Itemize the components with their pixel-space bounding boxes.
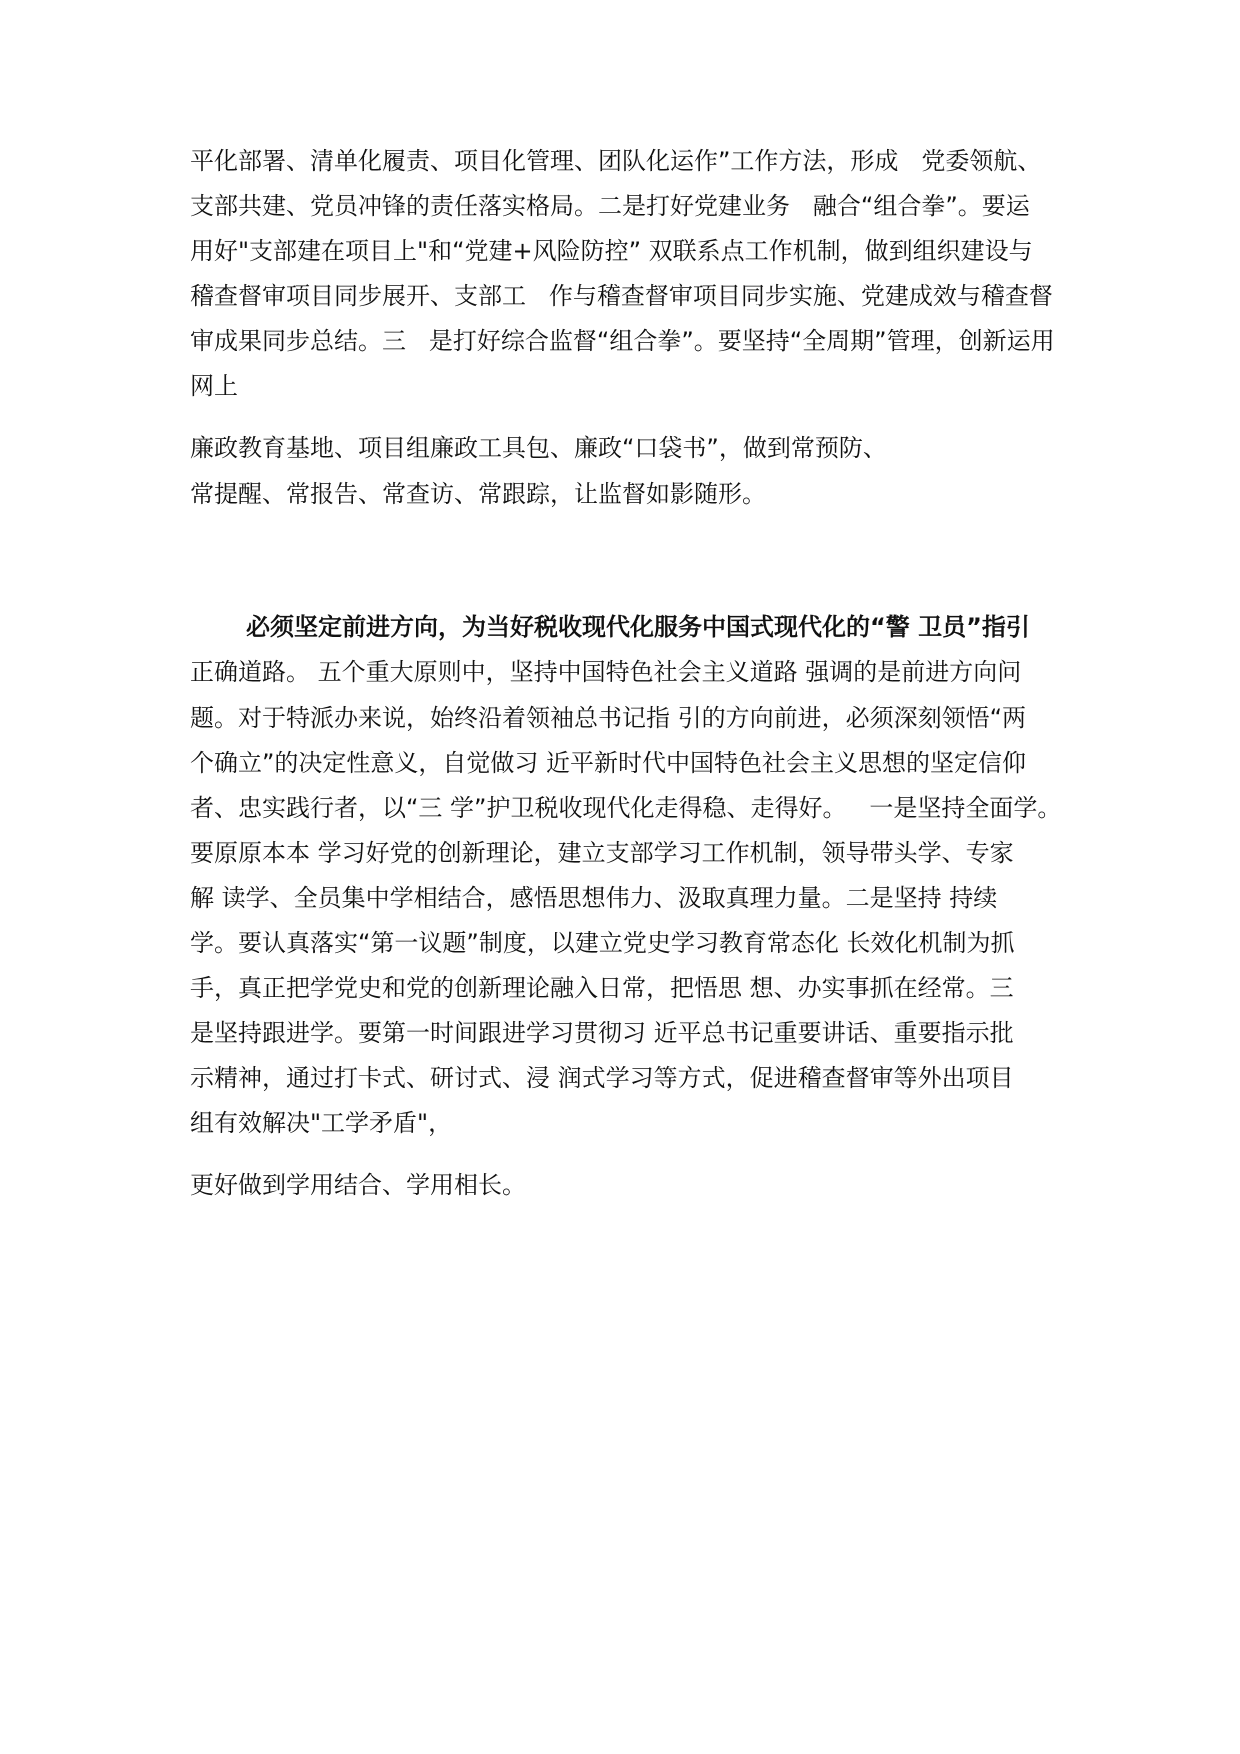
paragraph-line: 示精神，通过打卡式、研讨式、浸 润式学习等方式，促进稽查督审等外出项目: [190, 1064, 1014, 1092]
paragraph-line: 支部共建、党员冲锋的责任落实格局。二是打好党建业务 融合“组合拳”。要运: [190, 192, 1030, 220]
paragraph-line: 常提醒、常报告、常查访、常跟踪，让监督如影随形。: [190, 480, 766, 508]
paragraph-line: 要原原本本 学习好党的创新理论，建立支部学习工作机制，领导带头学、专家: [190, 839, 1014, 867]
section-heading: 必须坚定前进方向，为当好税收现代化服务中国式现代化的“警 卫员”指引: [246, 613, 1030, 641]
paragraph-line: 更好做到学用结合、学用相长。: [190, 1171, 526, 1199]
paragraph-line: 平化部署、清单化履责、项目化管理、团队化运作”工作方法，形成 党委领航、: [190, 147, 1042, 175]
paragraph-line: 用好"支部建在项目上"和“党建+风险防控” 双联系点工作机制，做到组织建设与: [190, 237, 1033, 265]
paragraph-line: 廉政教育基地、项目组廉政工具包、廉政“口袋书”，做到常预防、: [190, 434, 887, 462]
paragraph-line: 正确道路。 五个重大原则中，坚持中国特色社会主义道路 强调的是前进方向问: [190, 658, 1022, 686]
paragraph-line: 组有效解决"工学矛盾"，: [190, 1109, 453, 1137]
paragraph-line: 个确立”的决定性意义，自觉做习 近平新时代中国特色社会主义思想的坚定信仰: [190, 749, 1027, 777]
paragraph-line: 题。对于特派办来说，始终沿着领袖总书记指 引的方向前进，必须深刻领悟“两: [190, 704, 1027, 732]
paragraph-line: 网上: [190, 372, 238, 400]
paragraph-line: 是坚持跟进学。要第一时间跟进学习贯彻习 近平总书记重要讲话、重要指示批: [190, 1019, 1014, 1047]
paragraph-line: 手，真正把学党史和党的创新理论融入日常，把悟思 想、办实事抓在经常。三: [190, 974, 1014, 1002]
paragraph-line: 学。要认真落实“第一议题”制度，以建立党史学习教育常态化 长效化机制为抓: [190, 929, 1015, 957]
paragraph-line: 审成果同步总结。三 是打好综合监督“组合拳”。要坚持“全周期”管理，创新运用: [190, 327, 1055, 355]
paragraph-line: 稽查督审项目同步展开、支部工 作与稽查督审项目同步实施、党建成效与稽查督: [190, 282, 1053, 310]
paragraph-line: 者、忠实践行者，以“三 学”护卫税收现代化走得稳、走得好。 一是坚持全面学。: [190, 794, 1062, 822]
paragraph-line: 解 读学、全员集中学相结合，感悟思想伟力、汲取真理力量。二是坚持 持续: [190, 884, 998, 912]
